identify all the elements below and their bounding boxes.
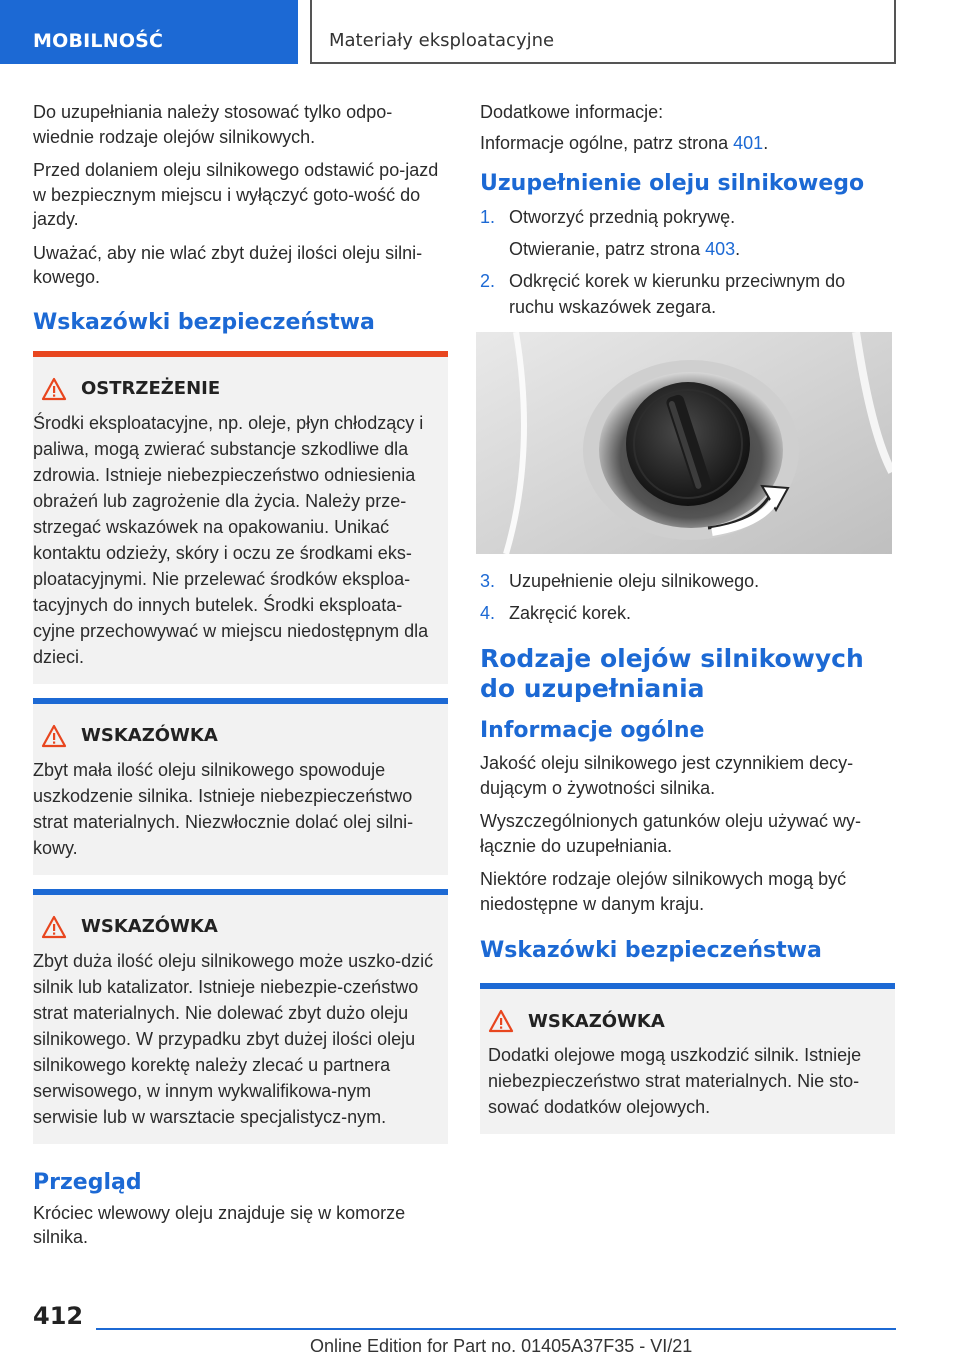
general-paragraph-3: Niektóre rodzaje olejów silnikowych mogą być niedostępne w danym kraju. <box>480 869 847 914</box>
step-text: Uzupełnienie oleju silnikowego. <box>509 571 760 591</box>
step-text: Zakręcić korek. <box>509 603 632 623</box>
step-number: 3. <box>480 571 496 591</box>
note-title-2: WSKAZÓWKA <box>81 916 218 937</box>
warning-triangle-icon <box>41 724 67 748</box>
note-text-2: Zbyt duża ilość oleju silnikowego może uszko-dzić silnik lub katalizator. Istnieje niebezpie-czeństwo strat materialnych. Nie dolewać zbyt dużo oleju silnikowego. W przypadku zbyt dużej ilości oleju silnikowego korektę należy zlecać u partnera serwisowego, w innym wykwalifikowa-nym serwisie lub w warsztacie specjalistycz-nym. <box>33 950 434 1127</box>
step-number: 1. <box>480 207 496 227</box>
step-sub-suffix: . <box>735 239 741 259</box>
step-number: 2. <box>480 271 496 291</box>
list-item <box>480 568 895 594</box>
overview-heading: Przegląd <box>33 1169 142 1195</box>
page-link-401[interactable]: 401 <box>733 132 764 153</box>
chapter-title: Materiały eksploatacyjne <box>310 0 896 64</box>
warning-triangle-icon <box>41 915 67 939</box>
note-text-right: Dodatki olejowe mogą uszkodzić silnik. Istnieje niebezpieczeństwo strat materialnych. Nie sto-sować dodatków olejowych. <box>488 1045 862 1117</box>
page-number: 412 <box>33 1302 84 1330</box>
warning-triangle-icon <box>41 377 67 401</box>
safety-heading-right: Wskazówki bezpieczeństwa <box>480 938 822 963</box>
steps-list-b <box>480 568 895 626</box>
list-item <box>480 600 895 626</box>
note-title-1: WSKAZÓWKA <box>81 725 218 746</box>
step-sub-prefix: Otwieranie, patrz strona <box>509 239 706 259</box>
page-link-403[interactable]: 403 <box>705 239 736 259</box>
refill-heading: Uzupełnienie oleju silnikowego <box>480 171 865 196</box>
extra-info-suffix: . <box>763 132 769 153</box>
safety-heading: Wskazówki bezpieczeństwa <box>33 309 375 335</box>
note-text-1: Zbyt mała ilość oleju silnikowego spowoduje uszkodzenie silnika. Istnieje niebezpieczeństwo strat materialnych. Niezwłocznie dolać olej silni-kowy. <box>33 759 414 858</box>
intro-paragraph-2: Przed dolaniem oleju silnikowego odstawić po-jazd w bezpiecznym miejscu i wyłączyć goto-wość do jazdy. <box>33 160 439 229</box>
note-box-1 <box>33 698 448 875</box>
warning-box <box>33 351 448 684</box>
step-sub <box>509 236 740 262</box>
step-main: Otworzyć przednią pokrywę. <box>509 207 736 227</box>
list-item <box>480 268 895 320</box>
left-column <box>33 100 448 1259</box>
step-number: 4. <box>480 603 496 623</box>
warning-triangle-icon <box>488 1009 514 1033</box>
steps-list-a <box>480 204 895 320</box>
extra-info-label: Dodatkowe informacje: <box>480 102 664 122</box>
footer-divider <box>96 1328 896 1330</box>
note-title-right: WSKAZÓWKA <box>528 1010 665 1032</box>
intro-paragraph-3: Uważać, aby nie wlać zbyt dużej ilości oleju silni-kowego. <box>33 242 423 287</box>
step-text: Odkręcić korek w kierunku przeciwnym do ruchu wskazówek zegara. <box>509 271 846 317</box>
general-paragraph-2: Wyszczególnionych gatunków oleju używać wy-łącznie do uzupełniania. <box>480 811 862 856</box>
overview-text: Króciec wlewowy oleju znajduje się w komorze silnika. <box>33 1202 406 1247</box>
extra-info-text <box>480 131 895 156</box>
general-heading: Informacje ogólne <box>480 718 705 743</box>
list-item <box>480 204 895 262</box>
oil-cap-illustration <box>476 332 892 554</box>
general-paragraph-1: Jakość oleju silnikowego jest czynnikiem decy-dującym o żywotności silnika. <box>480 753 854 798</box>
oil-types-heading: Rodzaje olejów silnikowych do uzupełniania <box>480 644 864 703</box>
warning-title: OSTRZEŻENIE <box>81 378 221 399</box>
step-text <box>509 204 740 262</box>
right-column <box>480 100 895 1146</box>
section-tab: MOBILNOŚĆ <box>0 0 298 64</box>
note-box-2 <box>33 889 448 1144</box>
warning-text: Środki eksploatacyjne, np. oleje, płyn chłodzący i paliwa, mogą zwierać substancje szkodliwe dla zdrowia. Istnieje niebezpieczeństwo odniesienia obrażeń lub zagrożenie dla życia. Należy prze-strzegać wskazówek na opakowaniu. Unikać kontaktu odzieży, skóry i oczu ze środkami eks-ploatacyjnymi. Nie przelewać środków eksploa-tacyjnych do innych butelek. Środki eksploata-cyjne przechowywać w miejscu niedostępnym dla dzieci. <box>33 412 429 667</box>
edition-text: Online Edition for Part no. 01405A37F35 - VI/21 <box>310 1336 693 1356</box>
note-box-right <box>480 983 895 1134</box>
intro-paragraph-1: Do uzupełniania należy stosować tylko odpo-wiednie rodzaje olejów silnikowych. <box>33 102 393 147</box>
extra-info-prefix: Informacje ogólne, patrz strona <box>480 132 734 153</box>
